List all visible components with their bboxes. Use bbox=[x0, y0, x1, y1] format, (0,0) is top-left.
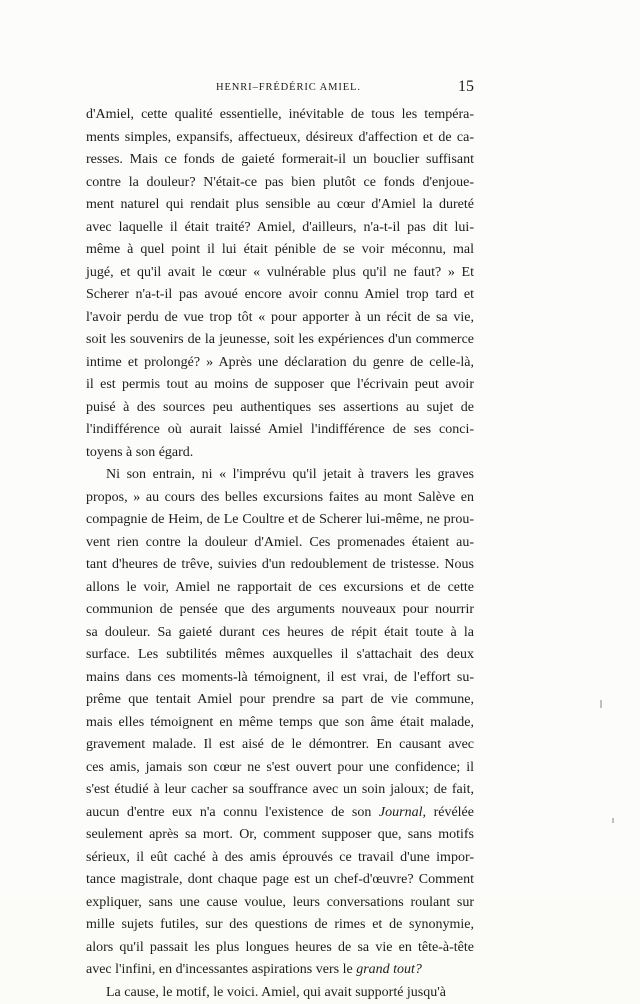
text-line: soit les souvenirs de la jeunesse, soit les expériences d'un commerce bbox=[86, 329, 474, 352]
paragraph bbox=[86, 982, 474, 1004]
text-line: propos, » au cours des belles excursions faites au mont Salève en bbox=[86, 487, 474, 510]
running-title: HENRI–FRÉDÉRIC AMIEL. bbox=[216, 82, 361, 93]
text-line: jugé, et qu'il avait le cœur « vulnérable plus qu'il ne faut? » Et bbox=[86, 262, 474, 285]
text-line: communion de pensée que des arguments nouveaux pour nourrir bbox=[86, 599, 474, 622]
text-line: intime et prolongé? » Après une déclaration du genre de celle-là, bbox=[86, 352, 474, 375]
text-line: seulement après sa mort. Or, comment supposer que, sans motifs bbox=[86, 824, 474, 847]
text-line: sérieux, il eût caché à des amis éprouvés ce travail d'une impor- bbox=[86, 847, 474, 870]
text-line: ces amis, jamais son cœur ne s'est ouvert pour une confidence; il bbox=[86, 757, 474, 780]
text-line: ment naturel qui rendait plus sensible au cœur d'Amiel la dureté bbox=[86, 194, 474, 217]
text-line: l'indifférence où aurait laissé Amiel l'indifférence de ses conci- bbox=[86, 419, 474, 442]
scan-speck bbox=[600, 700, 602, 708]
text-line: expliquer, sans une cause voulue, leurs conversations roulant sur bbox=[86, 892, 474, 915]
text-line: avec l'infini, en d'incessantes aspirations vers le grand tout? bbox=[86, 959, 474, 982]
text-line: alors qu'il passait les plus longues heures de sa vie en tête-à-tête bbox=[86, 937, 474, 960]
body-text bbox=[86, 104, 474, 1004]
paragraph bbox=[86, 104, 474, 464]
text-line: il est permis tout au moins de supposer que l'écrivain peut avoir bbox=[86, 374, 474, 397]
text-line: avec laquelle il était traité? Amiel, d'ailleurs, n'a-t-il pas dit lui- bbox=[86, 217, 474, 240]
text-line: gravement malade. Il est aisé de le démontrer. En causant avec bbox=[86, 734, 474, 757]
text-line: toyens à son égard. bbox=[86, 442, 474, 465]
text-line: l'avoir perdu de vue trop tôt « pour apporter à un récit de sa vie, bbox=[86, 307, 474, 330]
text-line: allons le voir, Amiel ne rapportait de ces excursions et de cette bbox=[86, 577, 474, 600]
page-number: 15 bbox=[458, 78, 474, 96]
text-line: surface. Les subtilités mêmes auxquelles il s'attachait des deux bbox=[86, 644, 474, 667]
text-line: mais elles témoignent en même temps que son âme était malade, bbox=[86, 712, 474, 735]
text-line: aucun d'entre eux n'a connu l'existence de son Journal, révélée bbox=[86, 802, 474, 825]
text-line: prême que tentait Amiel pour prendre sa part de vie commune, bbox=[86, 689, 474, 712]
text-line: contre la douleur? N'était-ce pas bien plutôt ce fonds d'enjoue- bbox=[86, 172, 474, 195]
text-line: d'Amiel, cette qualité essentielle, inévitable de tous les tempéra- bbox=[86, 104, 474, 127]
scan-speck bbox=[612, 818, 614, 823]
text-line: ments simples, expansifs, affectueux, désireux d'affection et de ca- bbox=[86, 127, 474, 150]
text-line: mille sujets futiles, sur des questions de rimes et de synonymie, bbox=[86, 914, 474, 937]
text-line: resses. Mais ce fonds de gaieté formerait-il un bouclier suffisant bbox=[86, 149, 474, 172]
text-line: tant d'heures de trêve, suivies d'un redoublement de tristesse. Nous bbox=[86, 554, 474, 577]
text-line: La cause, le motif, le voici. Amiel, qui avait supporté jusqu'à bbox=[86, 982, 474, 1004]
text-line: compagnie de Heim, de Le Coultre et de Scherer lui-même, ne prou- bbox=[86, 509, 474, 532]
paragraph bbox=[86, 464, 474, 982]
text-line: puisé à des sources peu authentiques ses assertions au sujet de bbox=[86, 397, 474, 420]
text-line: s'est étudié à leur cacher sa souffrance avec un soin jaloux; de fait, bbox=[86, 779, 474, 802]
text-line: mains dans ces moments-là témoignent, il est vrai, de l'effort su- bbox=[86, 667, 474, 690]
text-line: vent rien contre la douleur d'Amiel. Ces promenades étaient au- bbox=[86, 532, 474, 555]
text-line: sa douleur. Sa gaieté durant ces heures de répit était toute à la bbox=[86, 622, 474, 645]
text-line: Scherer n'a-t-il pas avoué encore avoir connu Amiel trop tard et bbox=[86, 284, 474, 307]
page-header bbox=[86, 82, 474, 102]
text-line: tance magistrale, dont chaque page est un chef-d'œuvre? Comment bbox=[86, 869, 474, 892]
text-line: même à quel point il lui était pénible de se voir méconnu, mal bbox=[86, 239, 474, 262]
text-line: Ni son entrain, ni « l'imprévu qu'il jetait à travers les graves bbox=[86, 464, 474, 487]
